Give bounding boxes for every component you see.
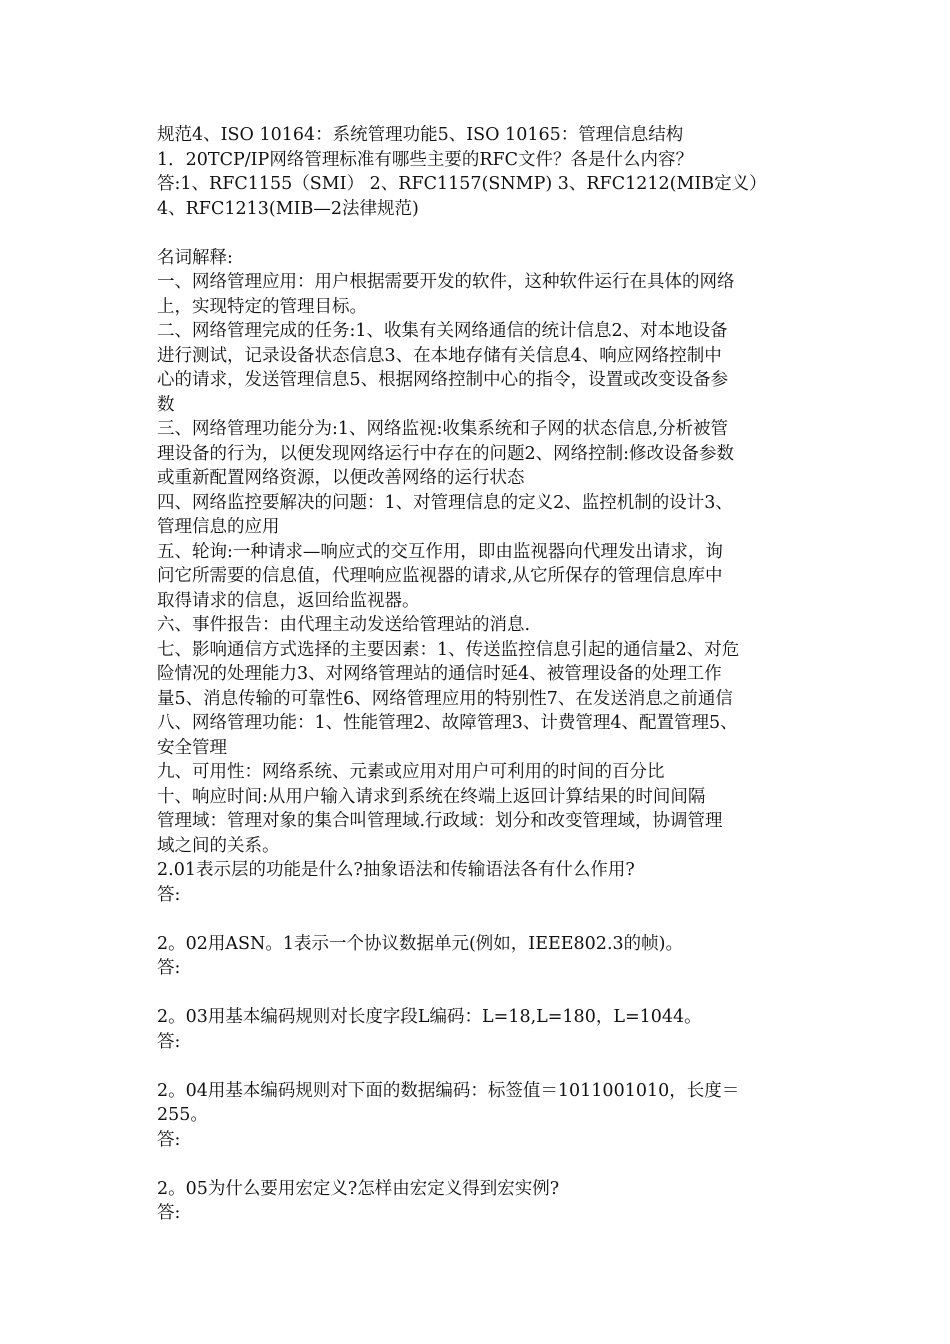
text-line: 二、网络管理完成的任务:1、收集有关网络通信的统计信息2、对本地设备 [157,321,728,341]
text-line: 数 [157,394,175,415]
blank-line [157,1054,802,1079]
text-line: 险情况的处理能力3、对网络管理站的通信时延4、被管理设备的处理工作 [157,664,722,684]
text-line: 理设备的行为，以便发现网络运行中存在的问题2、网络控制:修改设备参数 [157,443,735,464]
text-line: 答: [157,1203,181,1223]
text-line: 答: [157,958,181,978]
blank-line [157,981,802,1006]
text-line: 255。 [157,1105,208,1125]
text-line: 域之间的关系。 [157,835,280,856]
text-line: 答:1、RFC1155（SMI） 2、RFC1157(SNMP) 3、RFC1212(MIB定义） [157,174,767,194]
text-line: 心的请求，发送管理信息5、根据网络控制中心的指令，设置或改变设备参 [157,370,729,390]
text-line: 量5、消息传输的可靠性6、网络管理应用的特别性7、在发送消息之前通信 [157,688,733,709]
text-line: 2。05为什么要用宏定义?怎样由宏定义得到宏实例? [157,1178,560,1199]
text-line: 八、网络管理功能：1、性能管理2、故障管理3、计费管理4、配置管理5、 [157,713,738,733]
text-line: 2。02用ASN。1表示一个协议数据单元(例如，IEEE802.3的帧)。 [157,933,683,954]
blank-line [157,1152,802,1177]
text-line: 名词解释: [157,247,233,268]
text-line: 1．20TCP/IP网络管理标准有哪些主要的RFC文件？各是什么内容？ [157,149,694,170]
blank-line [157,221,802,246]
text-line: 九、可用性：网络系统、元素或应用对用户可利用的时间的百分比 [157,762,665,782]
text-line: 或重新配置网络资源，以便改善网络的运行状态 [157,468,525,488]
text-line: 答: [157,1031,181,1052]
text-line: 六、事件报告：由代理主动发送给管理站的消息. [157,615,531,635]
text-line: 管理域：管理对象的集合叫管理域.行政域：划分和改变管理域，协调管理 [157,811,723,831]
text-line: 一、网络管理应用：用户根据需要开发的软件，这种软件运行在具体的网络 [157,272,735,292]
text-line: 2.01表示层的功能是什么?抽象语法和传输语法各有什么作用? [157,860,635,880]
text-line: 答: [157,884,181,905]
document-body [157,123,802,1226]
text-line: 五、轮询:一种请求—响应式的交互作用，即由监视器向代理发出请求，询 [157,541,723,562]
text-line: 管理信息的应用 [157,517,280,537]
blank-line [157,907,802,932]
text-line: 四、网络监控要解决的问题：1、对管理信息的定义2、监控机制的设计3、 [157,492,733,513]
text-line: 上，实现特定的管理目标。 [157,296,367,317]
text-line: 4、RFC1213(MIB—2法律规范) [157,198,419,219]
text-line: 进行测试，记录设备状态信息3、在本地存储有关信息4、响应网络控制中 [157,345,722,366]
text-line: 2。03用基本编码规则对长度字段L编码：L=18,L=180，L=1044。 [157,1007,702,1027]
text-line: 问它所需要的信息值，代理响应监视器的请求,从它所保存的管理信息库中 [157,566,723,586]
text-line: 2。04用基本编码规则对下面的数据编码：标签值＝1011001010，长度＝ [157,1080,740,1101]
text-line: 十、响应时间:从用户输入请求到系统在终端上返回计算结果的时间间隔 [157,786,706,807]
text-line: 七、影响通信方式选择的主要因素：1、传送监控信息引起的通信量2、对危 [157,639,740,660]
text-line: 取得请求的信息，返回给监视器。 [157,590,420,611]
text-line: 规范4、ISO 10164：系统管理功能5、ISO 10165：管理信息结构 [157,125,684,145]
text-line: 答: [157,1129,181,1150]
text-line: 安全管理 [157,737,227,758]
text-line: 三、网络管理功能分为:1、网络监视:收集系统和子网的状态信息,分析被管 [157,419,728,439]
